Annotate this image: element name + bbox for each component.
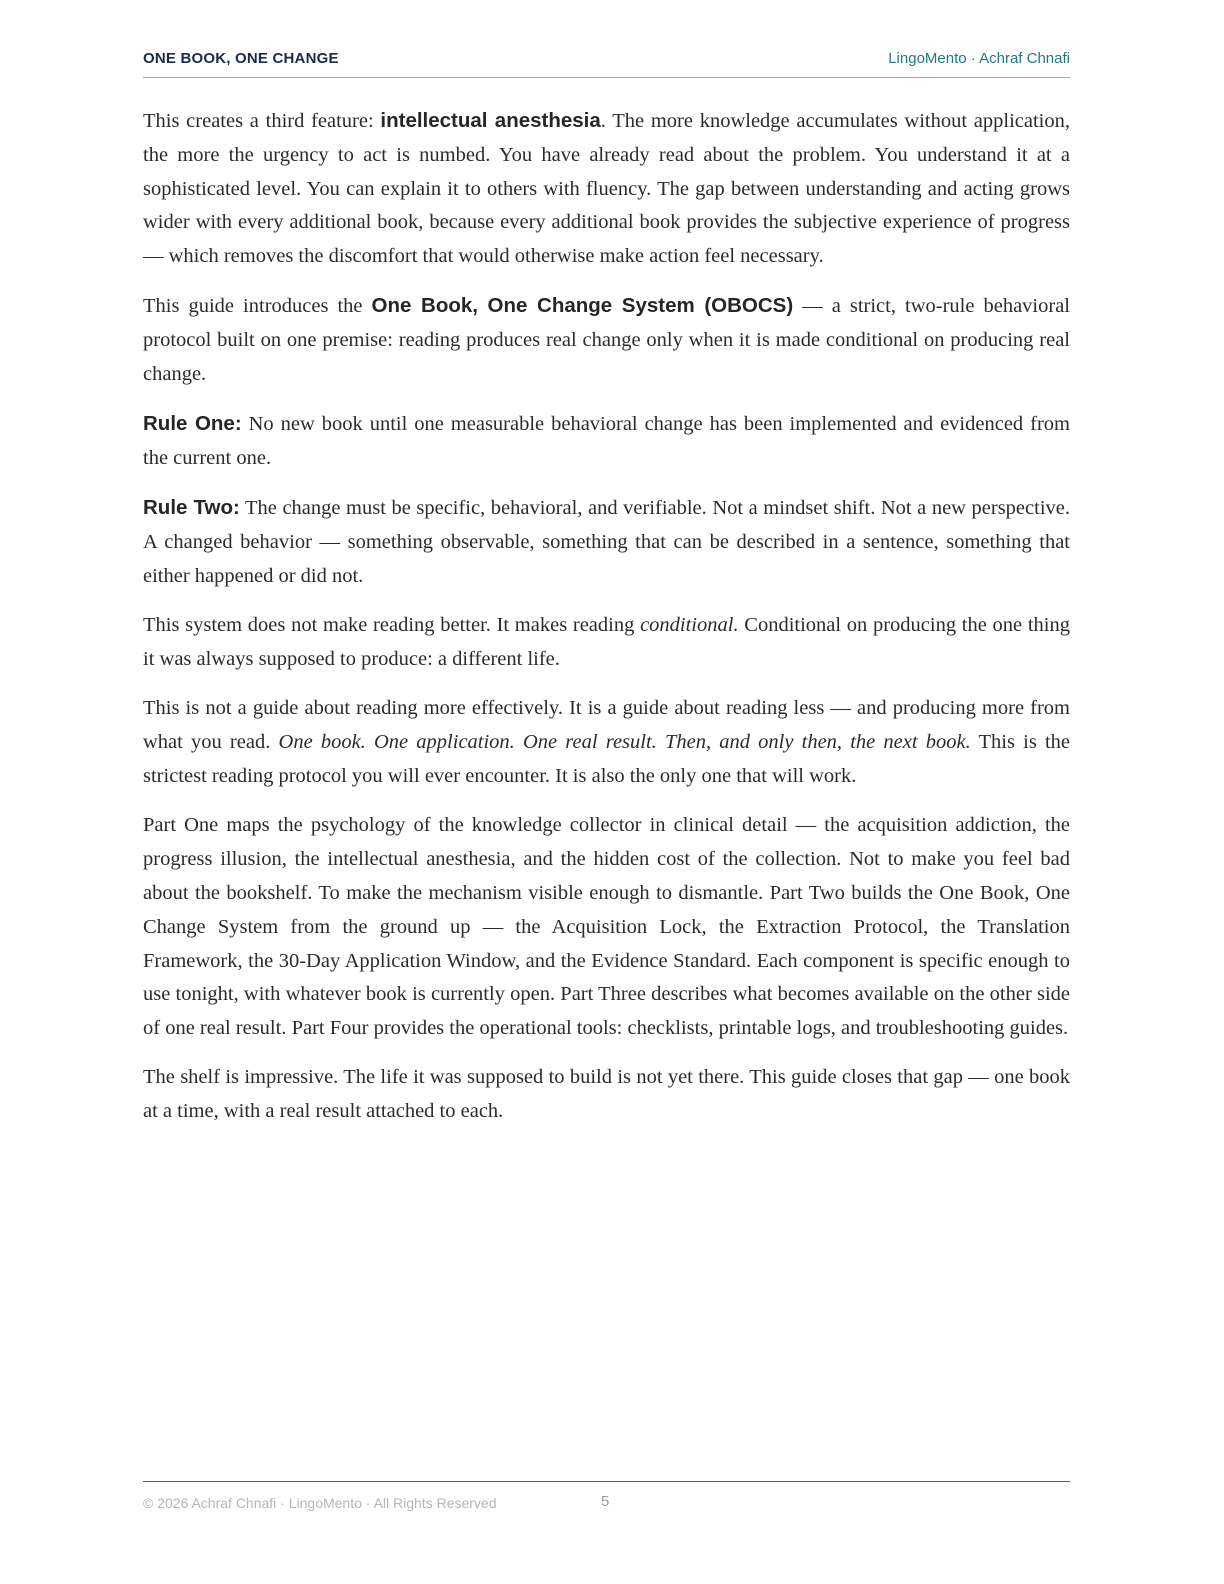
rule-one-label: Rule One: bbox=[143, 412, 242, 436]
paragraph-obocs-intro bbox=[143, 289, 1070, 391]
text-run: This creates a third feature: bbox=[143, 110, 381, 132]
text-run: This guide introduces the bbox=[143, 295, 372, 318]
bold-term: intellectual anesthesia bbox=[380, 109, 601, 132]
italic-text: One book. One application. One real result. Then, and only then, the next book. bbox=[278, 731, 971, 754]
text-run: No new book until one measurable behavioral change has been implemented and evidenced from the current one. bbox=[143, 413, 1070, 470]
paragraph-reading-less bbox=[143, 692, 1070, 793]
bold-term: One Book, One Change System (OBOCS) bbox=[371, 294, 794, 318]
paragraph-closing: The shelf is impressive. The life it was supposed to build is not yet there. This guide closes that gap — one book at a time, with a real result attached to each. bbox=[143, 1066, 1070, 1123]
page-number: 5 bbox=[601, 1493, 610, 1510]
text-run: The change must be specific, behavioral, and verifiable. Not a mindset shift. Not a new perspective. A changed behavior — something observable, something that can be described in a sentence, something that either happened or did not. bbox=[143, 497, 1070, 588]
text-run: . The more knowledge accumulates without application, the more the urgency to act is numbed. You have already read about the problem. You understand it at a sophisticated level. You can explain it to others with fluency. The gap between understanding and acting grows wider with every additional book, because every additional book provides the subjective experience of progress — which removes the discomfort that would otherwise make action feel necessary. bbox=[143, 110, 1070, 268]
running-author: LingoMento · Achraf Chnafi bbox=[888, 50, 1070, 67]
text-run: Conditional on producing the one thing it was always supposed to produce: a different life. bbox=[143, 614, 1070, 671]
text-run: — a strict, two-rule behavioral protocol built on one premise: reading produces real change only when it is made conditional on producing real change. bbox=[143, 295, 1070, 386]
footer-copyright: © 2026 Achraf Chnafi · LingoMento · All Rights Reserved bbox=[143, 1495, 497, 1511]
page-header bbox=[143, 48, 1070, 78]
text-run: This is the strictest reading protocol you will ever encounter. It is also the only one that will work. bbox=[143, 731, 1071, 788]
italic-text: conditional. bbox=[640, 614, 739, 637]
paragraph-intellectual-anesthesia bbox=[143, 104, 1070, 274]
footer-divider bbox=[143, 1481, 1070, 1482]
paragraph-parts-overview: Part One maps the psychology of the knowledge collector in clinical detail — the acquisition addiction, the progress illusion, the intellectual anesthesia, and the hidden cost of the collection. Not to make you feel bad about the bookshelf. To make the mechanism visible enough to dismantle. Part Two builds the One Book, One Change System from the ground up — the Acquisition Lock, the Extraction Protocol, the Translation Framework, the 30-Day Application Window, and the Evidence Standard. Each component is specific enough to use tonight, with whatever book is currently open. Part Three describes what becomes available on the other side of one real result. Part Four provides the operational tools: checklists, printable logs, and troubleshooting guides. bbox=[143, 814, 1070, 1040]
paragraph-rule-one bbox=[143, 407, 1070, 476]
body-text bbox=[143, 104, 1070, 1145]
paragraph-rule-two bbox=[143, 491, 1070, 593]
paragraph-conditional bbox=[143, 609, 1070, 677]
running-title: ONE BOOK, ONE CHANGE bbox=[143, 50, 339, 67]
text-run: This system does not make reading better. It makes reading bbox=[143, 614, 641, 637]
text-run: This is not a guide about reading more effectively. It is a guide about reading less — and producing more from what you read. bbox=[143, 697, 1070, 754]
rule-two-label: Rule Two: bbox=[143, 496, 240, 520]
